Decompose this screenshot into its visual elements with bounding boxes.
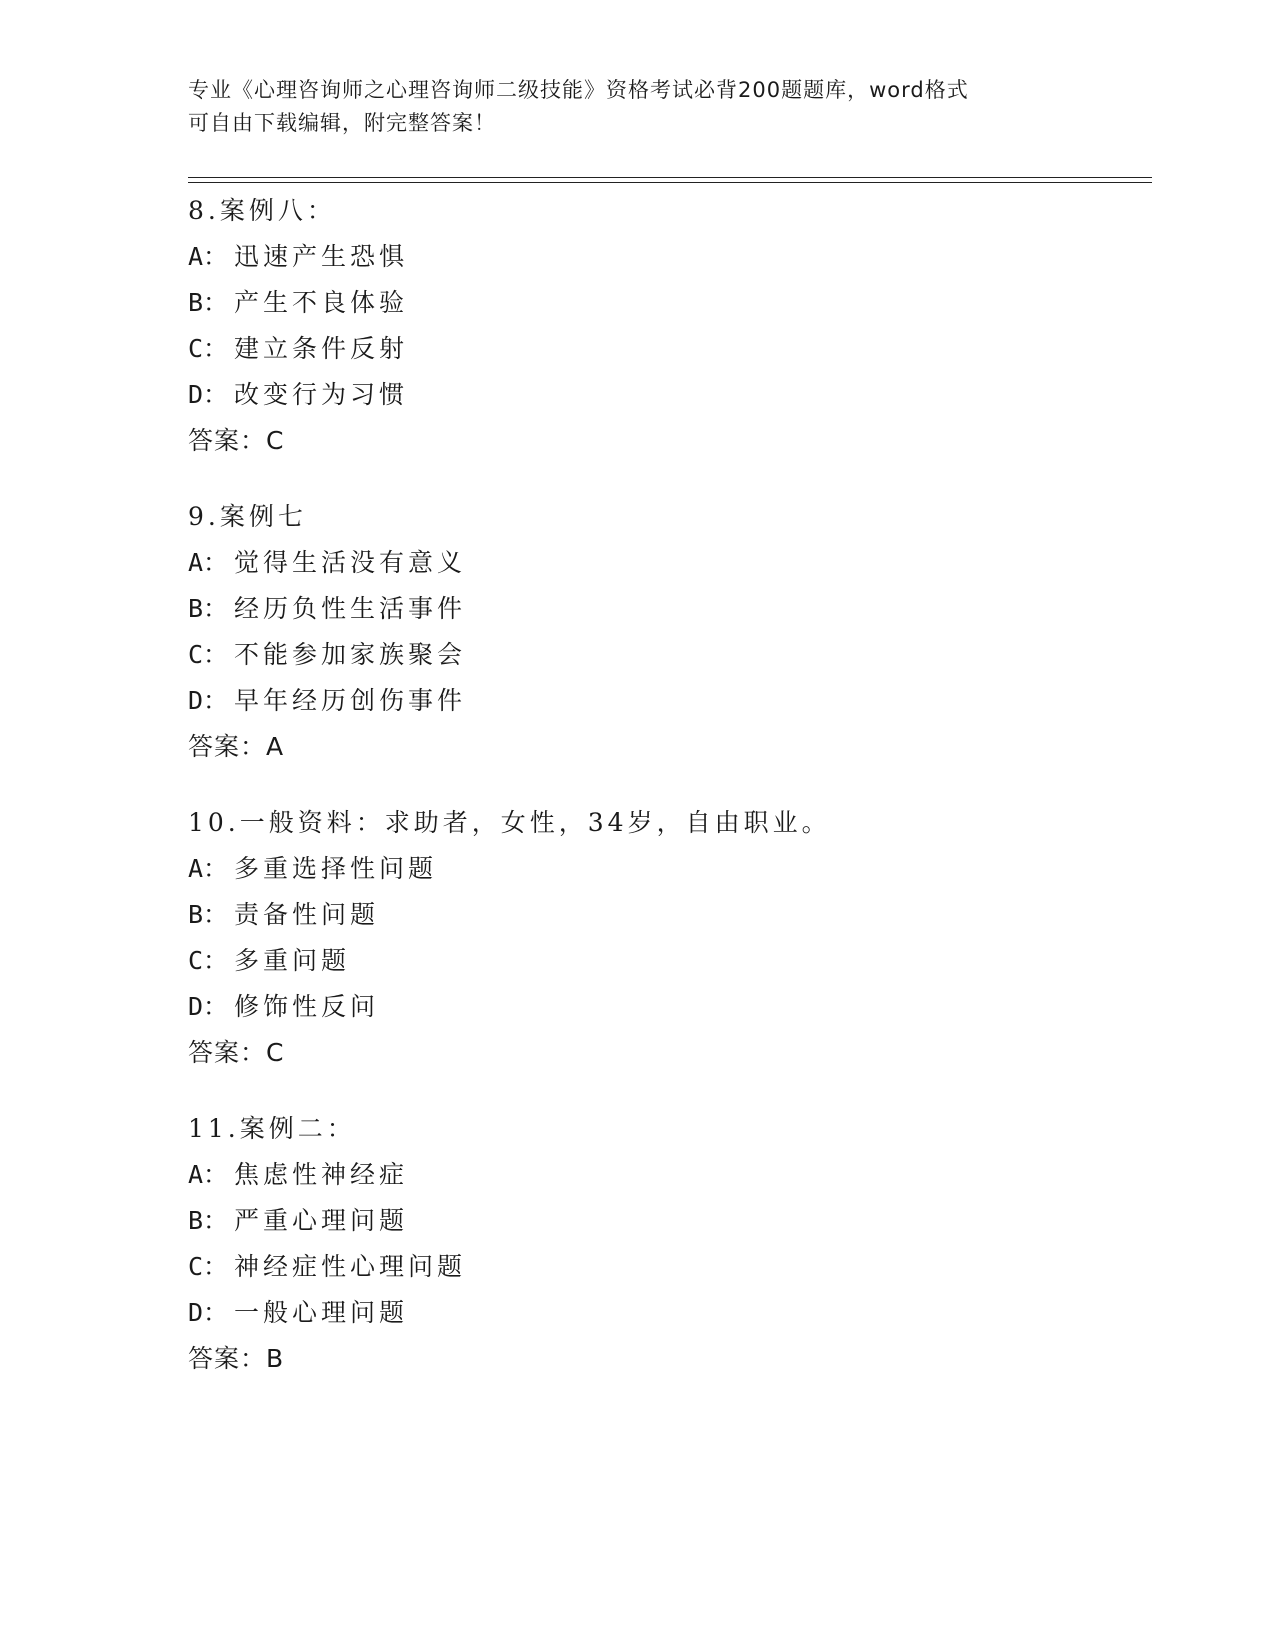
option-text: 神经症性心理问题 [234,1252,467,1281]
option-c [188,326,1148,372]
question-stem: 11.案例二： [188,1114,356,1143]
document-header [188,74,1088,140]
header-divider-top [188,177,1152,178]
option-b [188,586,1148,632]
option-d [188,678,1148,724]
option-c [188,938,1148,984]
option-key: C： [188,946,229,975]
option-text: 一般心理问题 [234,1298,409,1327]
question-11 [188,1106,1148,1382]
option-key: A： [188,854,229,883]
option-key: D： [188,380,229,409]
option-key: A： [188,242,229,271]
option-text: 经历负性生活事件 [234,594,467,623]
option-text: 严重心理问题 [234,1206,409,1235]
option-key: A： [188,1160,229,1189]
header-line-2: 可自由下载编辑，附完整答案！ [188,111,496,135]
option-text: 修饰性反问 [234,992,380,1021]
option-text: 焦虑性神经症 [234,1160,409,1189]
option-key: B： [188,594,229,623]
header-line-1: 专业《心理咨询师之心理咨询师二级技能》资格考试必背200题题库，word格式 [188,78,969,102]
option-d [188,984,1148,1030]
option-key: C： [188,1252,229,1281]
option-a [188,540,1148,586]
option-text: 不能参加家族聚会 [234,640,467,669]
option-key: D： [188,686,229,715]
option-key: B： [188,288,229,317]
option-key: C： [188,640,229,669]
option-key: D： [188,1298,229,1327]
option-a [188,234,1148,280]
option-c [188,632,1148,678]
option-text: 责备性问题 [234,900,380,929]
option-key: D： [188,992,229,1021]
option-text: 觉得生活没有意义 [234,548,467,577]
option-text: 建立条件反射 [234,334,409,363]
option-c [188,1244,1148,1290]
option-key: A： [188,548,229,577]
option-text: 早年经历创伤事件 [234,686,467,715]
option-text: 迅速产生恐惧 [234,242,409,271]
question-8 [188,188,1148,464]
header-divider-bottom [188,182,1152,183]
option-b [188,892,1148,938]
question-stem: 10.一般资料：求助者，女性，34岁，自由职业。 [188,808,831,837]
option-d [188,372,1148,418]
option-key: B： [188,1206,229,1235]
option-text: 产生不良体验 [234,288,409,317]
option-a [188,846,1148,892]
option-b [188,280,1148,326]
question-9 [188,494,1148,770]
option-a [188,1152,1148,1198]
answer-line: 答案：A [188,732,285,761]
option-d [188,1290,1148,1336]
question-list [188,188,1148,1412]
question-stem: 9.案例七 [188,502,307,531]
option-b [188,1198,1148,1244]
question-stem: 8.案例八： [188,196,336,225]
option-text: 多重问题 [234,946,351,975]
answer-line: 答案：C [188,1038,285,1067]
option-text: 多重选择性问题 [234,854,438,883]
option-key: B： [188,900,229,929]
answer-line: 答案：B [188,1344,285,1373]
option-text: 改变行为习惯 [234,380,409,409]
option-key: C： [188,334,229,363]
question-10 [188,800,1148,1076]
answer-line: 答案：C [188,426,285,455]
